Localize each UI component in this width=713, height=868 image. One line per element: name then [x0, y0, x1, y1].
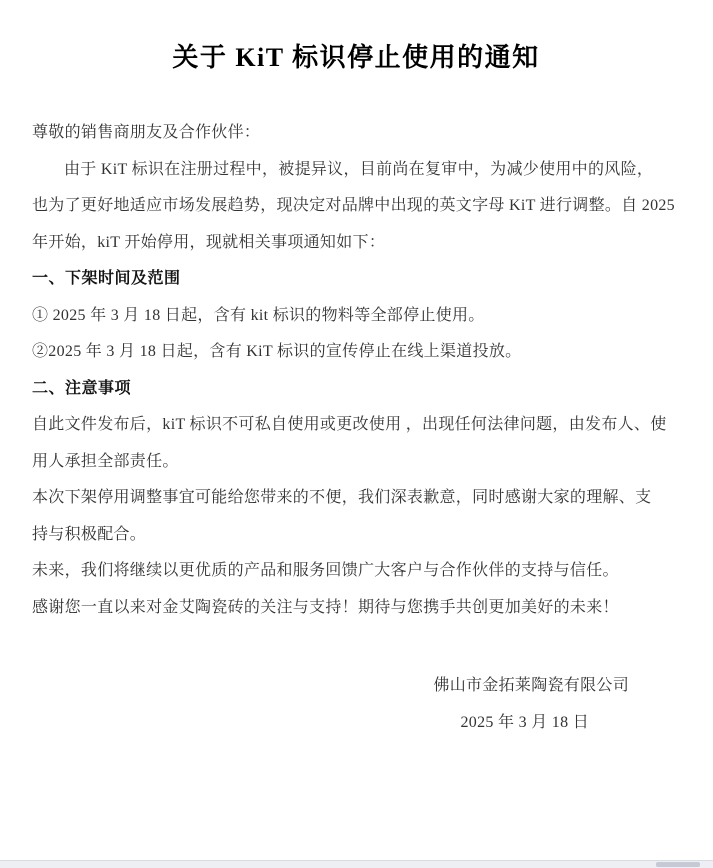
horizontal-scrollbar[interactable] [0, 860, 713, 868]
section2-line: 本次下架停用调整事宜可能给您带来的不便，我们深表歉意，同时感谢大家的理解、支 [32, 489, 652, 506]
section2-line: 自此文件发布后，kiT 标识不可私自使用或更改使用 ，出现任何法律问题，由发布人、使 [32, 416, 667, 433]
signature-company: 佛山市金拓莱陶瓷有限公司 [433, 677, 629, 694]
section1-item-1: ① 2025 年 3 月 18 日起，含有 kit 标识的物料等全部停止使用。 [32, 306, 485, 324]
section1-item-2: ②2025 年 3 月 18 日起，含有 KiT 标识的宣传停止在线上渠道投放。 [32, 343, 522, 360]
section2-line: 用人承担全部责任。 [32, 452, 179, 470]
section1-heading: 一、下架时间及范围 [32, 270, 181, 287]
greeting-line: 尊敬的销售商朋友及合作伙伴： [32, 124, 261, 141]
signature-date: 2025 年 3 月 18 日 [460, 713, 589, 731]
signature-block [32, 668, 680, 741]
notice-title: 关于 KiT 标识停止使用的通知 [172, 43, 540, 72]
section2-line: 感谢您一直以来对金艾陶瓷砖的关注与支持！期待与您携手共创更加美好的未来！ [32, 598, 619, 616]
scrollbar-thumb[interactable] [656, 862, 700, 867]
section2-line: 持与积极配合。 [32, 525, 147, 543]
section2-line: 未来，我们将继续以更优质的产品和服务回馈广大客户与合作伙伴的支持与信任。 [32, 562, 619, 579]
intro-line: 也为了更好地适应市场发展趋势，现决定对品牌中出现的英文字母 KiT 进行调整。自 2025 [32, 197, 675, 214]
notice-body [32, 115, 680, 741]
intro-line: 年开始，kiT 开始停用，现就相关事项通知如下： [32, 233, 386, 251]
document-content [32, 0, 680, 741]
section2-heading: 二、注意事项 [32, 379, 132, 397]
intro-line: 由于 KiT 标识在注册过程中，被提异议，目前尚在复审中，为减少使用中的风险， [64, 160, 654, 178]
